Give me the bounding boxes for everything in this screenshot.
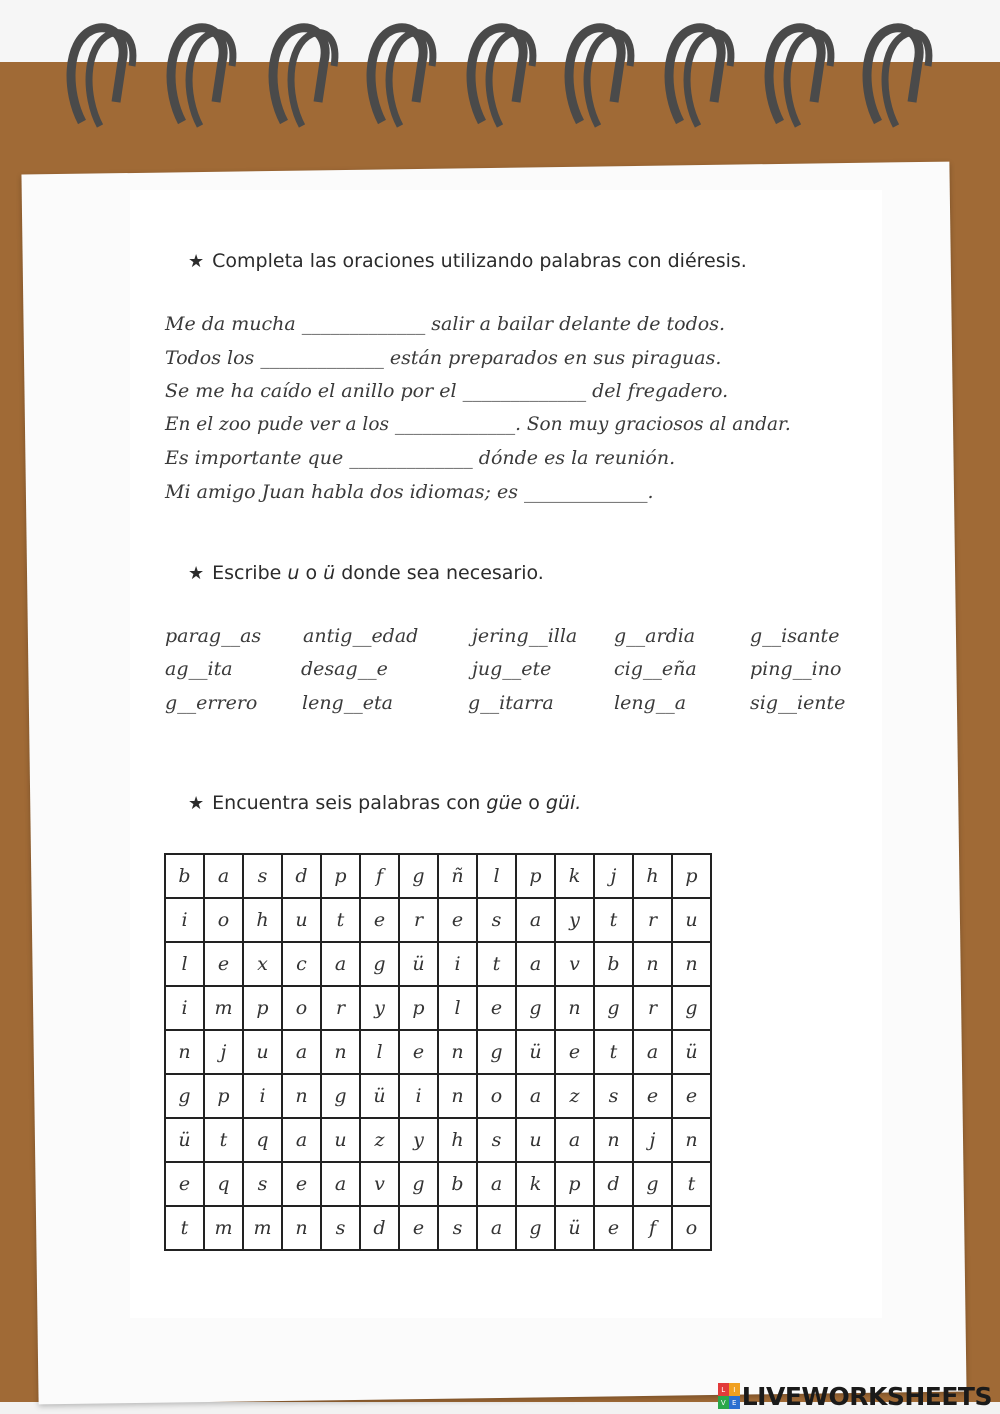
grid-cell[interactable]: t [204, 1118, 243, 1162]
grid-cell[interactable]: o [477, 1074, 516, 1118]
sentence-5[interactable]: Es importante que _____________ dónde es la reunión. [165, 447, 676, 469]
word-search-grid [164, 853, 712, 1251]
grid-cell[interactable]: e [282, 1162, 321, 1206]
grid-cell[interactable]: e [399, 1030, 438, 1074]
grid-cell[interactable]: a [282, 1030, 321, 1074]
grid-cell[interactable]: f [360, 854, 399, 898]
grid-cell[interactable]: l [165, 942, 204, 986]
grid-cell[interactable]: ü [555, 1206, 594, 1250]
grid-cell[interactable]: e [594, 1206, 633, 1250]
spiral-rings [0, 22, 1000, 142]
grid-cell[interactable]: g [516, 1206, 555, 1250]
grid-cell[interactable]: n [282, 1206, 321, 1250]
grid-cell[interactable]: h [438, 1118, 477, 1162]
word-item[interactable]: ping__ino [750, 658, 842, 680]
grid-cell[interactable]: s [243, 854, 282, 898]
grid-cell[interactable]: j [204, 1030, 243, 1074]
grid-cell[interactable]: ü [399, 942, 438, 986]
word-item[interactable]: desag__e [301, 658, 388, 680]
grid-cell[interactable]: x [243, 942, 282, 986]
grid-cell[interactable]: u [672, 898, 711, 942]
section1-heading: ★ Completa las oraciones utilizando palabras con diéresis. [188, 250, 747, 272]
grid-cell[interactable]: v [360, 1162, 399, 1206]
grid-cell[interactable]: u [516, 1118, 555, 1162]
section3-heading: ★ Encuentra seis palabras con güe o güi. [188, 792, 582, 814]
grid-row [165, 1206, 711, 1250]
grid-cell[interactable]: n [165, 1030, 204, 1074]
grid-cell[interactable]: a [555, 1118, 594, 1162]
grid-cell[interactable]: p [555, 1162, 594, 1206]
word-item[interactable]: sig__iente [750, 692, 846, 714]
grid-cell[interactable]: a [516, 942, 555, 986]
grid-cell[interactable]: r [633, 898, 672, 942]
word-item[interactable]: g__errero [165, 692, 258, 714]
grid-cell[interactable]: n [633, 942, 672, 986]
grid-cell[interactable]: b [438, 1162, 477, 1206]
grid-cell[interactable]: g [672, 986, 711, 1030]
star-icon: ★ [188, 251, 205, 272]
grid-cell[interactable]: y [399, 1118, 438, 1162]
grid-cell[interactable]: p [672, 854, 711, 898]
grid-cell[interactable]: g [399, 854, 438, 898]
grid-cell[interactable]: u [243, 1030, 282, 1074]
grid-cell[interactable]: i [399, 1074, 438, 1118]
grid-cell[interactable]: z [555, 1074, 594, 1118]
grid-cell[interactable]: s [594, 1074, 633, 1118]
spiral-ring-icon [669, 28, 731, 126]
grid-cell[interactable]: e [633, 1074, 672, 1118]
grid-cell[interactable]: a [477, 1206, 516, 1250]
grid-cell[interactable]: k [516, 1162, 555, 1206]
grid-cell[interactable]: ü [165, 1118, 204, 1162]
word-item[interactable]: g__ardia [614, 625, 696, 647]
liveworksheets-logo [718, 1382, 992, 1410]
grid-cell[interactable]: m [243, 1206, 282, 1250]
grid-row [165, 1118, 711, 1162]
grid-row [165, 986, 711, 1030]
star-icon: ★ [188, 563, 205, 584]
grid-cell[interactable]: g [360, 942, 399, 986]
grid-cell[interactable]: f [633, 1206, 672, 1250]
grid-cell[interactable]: l [360, 1030, 399, 1074]
grid-cell[interactable]: i [243, 1074, 282, 1118]
grid-cell[interactable]: p [516, 854, 555, 898]
grid-cell[interactable]: n [438, 1074, 477, 1118]
grid-cell[interactable]: ü [672, 1030, 711, 1074]
sentence-6[interactable]: Mi amigo Juan habla dos idiomas; es _____________. [165, 481, 654, 503]
grid-cell[interactable]: ü [360, 1074, 399, 1118]
spiral-ring-icon [769, 28, 831, 126]
grid-cell[interactable]: i [165, 898, 204, 942]
grid-cell[interactable]: n [438, 1030, 477, 1074]
grid-cell[interactable]: a [321, 942, 360, 986]
grid-cell[interactable]: r [321, 986, 360, 1030]
grid-cell[interactable]: g [399, 1162, 438, 1206]
grid-cell[interactable]: t [477, 942, 516, 986]
grid-cell[interactable]: l [477, 854, 516, 898]
grid-cell[interactable]: t [594, 898, 633, 942]
grid-cell[interactable]: e [438, 898, 477, 942]
grid-cell[interactable]: n [672, 1118, 711, 1162]
grid-cell[interactable]: a [477, 1162, 516, 1206]
grid-cell[interactable]: k [555, 854, 594, 898]
grid-cell[interactable]: q [243, 1118, 282, 1162]
word-item[interactable]: g__isante [750, 625, 840, 647]
grid-cell[interactable]: n [672, 942, 711, 986]
grid-cell[interactable]: a [516, 898, 555, 942]
grid-cell[interactable]: t [594, 1030, 633, 1074]
grid-cell[interactable]: o [204, 898, 243, 942]
spiral-ring-icon [471, 28, 533, 126]
grid-cell[interactable]: p [321, 854, 360, 898]
grid-cell[interactable]: e [165, 1162, 204, 1206]
grid-row [165, 898, 711, 942]
grid-row [165, 942, 711, 986]
grid-cell[interactable]: n [555, 986, 594, 1030]
grid-cell[interactable]: p [243, 986, 282, 1030]
sentence-1[interactable]: Me da mucha _____________ salir a bailar delante de todos. [165, 313, 725, 335]
spiral-ring-icon [371, 28, 433, 126]
sentence-2[interactable]: Todos los _____________ están preparados en sus piraguas. [165, 347, 722, 369]
grid-cell[interactable]: a [633, 1030, 672, 1074]
word-item[interactable]: jug__ete [472, 658, 552, 680]
grid-cell[interactable]: h [633, 854, 672, 898]
grid-cell[interactable]: a [204, 854, 243, 898]
grid-row [165, 854, 711, 898]
word-item[interactable]: g__itarra [468, 692, 554, 714]
spiral-ring-icon [71, 28, 133, 126]
grid-cell[interactable]: c [282, 942, 321, 986]
grid-cell[interactable]: p [204, 1074, 243, 1118]
grid-cell[interactable]: b [594, 942, 633, 986]
word-item[interactable]: antig__edad [303, 625, 419, 647]
grid-cell[interactable]: b [165, 854, 204, 898]
grid-cell[interactable]: g [594, 986, 633, 1030]
sentence-3[interactable]: Se me ha caído el anillo por el _____________ del fregadero. [165, 380, 729, 402]
grid-cell[interactable]: h [243, 898, 282, 942]
grid-cell[interactable]: i [438, 942, 477, 986]
grid-cell[interactable]: y [360, 986, 399, 1030]
grid-cell[interactable]: ü [516, 1030, 555, 1074]
grid-cell[interactable]: t [321, 898, 360, 942]
grid-cell[interactable]: a [282, 1118, 321, 1162]
grid-cell[interactable]: s [243, 1162, 282, 1206]
grid-cell[interactable]: ñ [438, 854, 477, 898]
grid-cell[interactable]: a [321, 1162, 360, 1206]
grid-cell[interactable]: r [399, 898, 438, 942]
grid-cell[interactable]: g [165, 1074, 204, 1118]
grid-cell[interactable]: n [282, 1074, 321, 1118]
grid-cell[interactable]: e [555, 1030, 594, 1074]
grid-cell[interactable]: t [165, 1206, 204, 1250]
grid-cell[interactable]: s [438, 1206, 477, 1250]
grid-cell[interactable]: t [672, 1162, 711, 1206]
grid-row [165, 1074, 711, 1118]
grid-cell[interactable]: g [321, 1074, 360, 1118]
brand-name: LIVEWORKSHEETS [741, 1381, 992, 1411]
grid-cell[interactable]: g [633, 1162, 672, 1206]
grid-cell[interactable]: j [633, 1118, 672, 1162]
word-item[interactable]: cig__eña [614, 658, 697, 680]
spiral-ring-icon [171, 28, 233, 126]
grid-cell[interactable]: p [399, 986, 438, 1030]
grid-cell[interactable]: d [360, 1206, 399, 1250]
logo-box-icon: L I V E [718, 1383, 740, 1409]
grid-cell[interactable]: v [555, 942, 594, 986]
grid-cell[interactable]: l [438, 986, 477, 1030]
grid-cell[interactable]: g [477, 1030, 516, 1074]
word-item[interactable]: parag__as [165, 625, 262, 647]
word-item[interactable]: leng__eta [302, 692, 393, 714]
grid-cell[interactable]: j [594, 854, 633, 898]
grid-cell[interactable]: e [477, 986, 516, 1030]
sentence-4[interactable]: En el zoo pude ver a los _____________. Son muy graciosos al andar. [165, 414, 791, 435]
grid-cell[interactable]: q [204, 1162, 243, 1206]
grid-cell[interactable]: e [204, 942, 243, 986]
grid-cell[interactable]: y [555, 898, 594, 942]
grid-cell[interactable]: m [204, 986, 243, 1030]
grid-cell[interactable]: d [282, 854, 321, 898]
grid-cell[interactable]: a [516, 1074, 555, 1118]
grid-cell[interactable]: o [672, 1206, 711, 1250]
word-item[interactable]: ag__ita [165, 658, 233, 680]
grid-cell[interactable]: d [594, 1162, 633, 1206]
spiral-ring-icon [867, 28, 929, 126]
grid-cell[interactable]: u [321, 1118, 360, 1162]
grid-cell[interactable]: s [477, 898, 516, 942]
word-item[interactable]: leng__a [614, 692, 687, 714]
grid-cell[interactable]: o [282, 986, 321, 1030]
section2-heading: ★ Escribe u o ü donde sea necesario. [188, 562, 544, 584]
grid-cell[interactable]: s [477, 1118, 516, 1162]
grid-cell[interactable]: e [360, 898, 399, 942]
grid-cell[interactable]: e [399, 1206, 438, 1250]
star-icon: ★ [188, 793, 205, 814]
grid-cell[interactable]: m [204, 1206, 243, 1250]
grid-cell[interactable]: s [321, 1206, 360, 1250]
grid-row [165, 1030, 711, 1074]
grid-cell[interactable]: r [633, 986, 672, 1030]
grid-cell[interactable]: e [672, 1074, 711, 1118]
grid-row [165, 1162, 711, 1206]
grid-cell[interactable]: i [165, 986, 204, 1030]
word-item[interactable]: jering__illa [472, 625, 578, 647]
spiral-ring-icon [273, 28, 335, 126]
grid-cell[interactable]: u [282, 898, 321, 942]
grid-cell[interactable]: z [360, 1118, 399, 1162]
spiral-ring-icon [569, 28, 631, 126]
grid-cell[interactable]: n [594, 1118, 633, 1162]
grid-cell[interactable]: n [321, 1030, 360, 1074]
grid-cell[interactable]: g [516, 986, 555, 1030]
